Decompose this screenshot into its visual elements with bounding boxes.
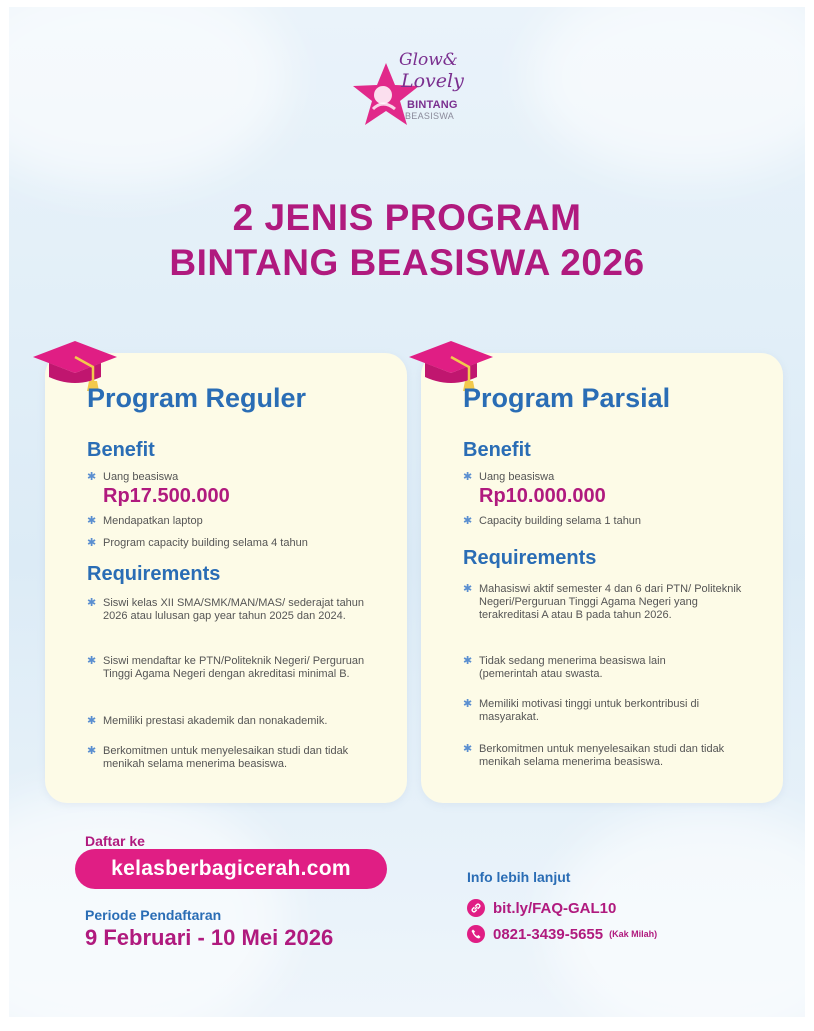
star-bullet-icon: ✱ xyxy=(87,537,97,549)
star-bullet-icon: ✱ xyxy=(87,655,97,667)
logo-line-2: Lovely xyxy=(401,70,464,92)
program-title: Program Reguler xyxy=(87,383,307,413)
faq-link[interactable] xyxy=(467,899,616,917)
list-item: ✱ Berkomitmen untuk menyelesaikan studi dan tidak menikah selama menerima beasiswa. xyxy=(463,743,725,768)
list-item: ✱ Uang beasiswa xyxy=(463,471,555,483)
star-bullet-icon: ✱ xyxy=(463,698,473,710)
list-item: ✱ Uang beasiswa xyxy=(87,471,179,483)
brand-logo xyxy=(351,47,481,135)
star-bullet-icon: ✱ xyxy=(463,743,473,755)
star-bullet-icon: ✱ xyxy=(87,471,97,483)
benefit-heading: Benefit xyxy=(463,439,531,461)
benefit-heading: Benefit xyxy=(87,439,155,461)
list-item: ✱ Memiliki motivasi tinggi untuk berkontribusi di masyarakat. xyxy=(463,698,700,723)
star-bullet-icon: ✱ xyxy=(87,597,97,609)
list-item: ✱ Mendapatkan laptop xyxy=(87,515,203,527)
list-item: ✱ Capacity building selama 1 tahun xyxy=(463,515,642,527)
list-item: ✱ Siswi kelas XII SMA/SMK/MAN/MAS/ sederajat tahun 2026 atau lulusan gap year tahun 2025 dan 2024. xyxy=(87,597,365,622)
register-url-button[interactable]: kelasberbagicerah.com xyxy=(75,849,387,889)
star-bullet-icon: ✱ xyxy=(87,745,97,757)
registration-period: 9 Februari - 10 Mei 2026 xyxy=(85,925,334,950)
faq-link-text[interactable]: bit.ly/FAQ-GAL10 xyxy=(493,899,617,917)
logo-line-3: BINTANG xyxy=(407,99,458,111)
phone-contact[interactable] xyxy=(467,925,657,943)
list-item: ✱ Tidak sedang menerima beasiswa lain (pemerintah atau swasta. xyxy=(463,655,666,680)
star-bullet-icon: ✱ xyxy=(463,655,473,667)
scholarship-amount: Rp17.500.000 xyxy=(103,485,230,507)
contact-name: (Kak Milah) xyxy=(609,929,658,939)
list-item: ✱ Memiliki prestasi akademik dan nonakademik. xyxy=(87,715,328,727)
link-icon xyxy=(467,899,485,917)
logo-line-1: Glow& xyxy=(399,50,458,70)
page-title-line-1: 2 JENIS PROGRAM xyxy=(232,197,582,238)
list-item: ✱ Siswi mendaftar ke PTN/Politeknik Negeri/ Perguruan Tinggi Agama Negeri dengan akreditasi minimal B. xyxy=(87,655,365,680)
registration-period-label: Periode Pendaftaran xyxy=(85,907,222,923)
star-bullet-icon: ✱ xyxy=(463,583,473,595)
program-card-reguler xyxy=(45,353,407,803)
info-label: Info lebih lanjut xyxy=(467,869,571,885)
page-title-line-2: BINTANG BEASISWA 2026 xyxy=(169,242,645,283)
star-bullet-icon: ✱ xyxy=(463,515,473,527)
logo-line-4: BEASISWA xyxy=(405,111,455,121)
program-card-parsial xyxy=(421,353,783,803)
program-title: Program Parsial xyxy=(463,383,671,413)
list-item: ✱ Berkomitmen untuk menyelesaikan studi dan tidak menikah selama menerima beasiswa. xyxy=(87,745,349,770)
star-bullet-icon: ✱ xyxy=(463,471,473,483)
poster xyxy=(9,7,805,1017)
scholarship-amount: Rp10.000.000 xyxy=(479,485,606,507)
phone-number[interactable]: 0821-3439-5655 xyxy=(493,925,604,943)
requirements-heading: Requirements xyxy=(87,563,221,585)
phone-icon xyxy=(467,925,485,943)
star-bullet-icon: ✱ xyxy=(87,715,97,727)
list-item: ✱ Mahasiswi aktif semester 4 dan 6 dari PTN/ Politeknik Negeri/Perguruan Tinggi Agama Negeri yang terakreditasi A atau B pada tahun 2026. xyxy=(463,583,742,621)
list-item: ✱ Program capacity building selama 4 tahun xyxy=(87,537,308,549)
star-bullet-icon: ✱ xyxy=(87,515,97,527)
requirements-heading: Requirements xyxy=(463,547,597,569)
register-label: Daftar ke xyxy=(85,833,145,849)
